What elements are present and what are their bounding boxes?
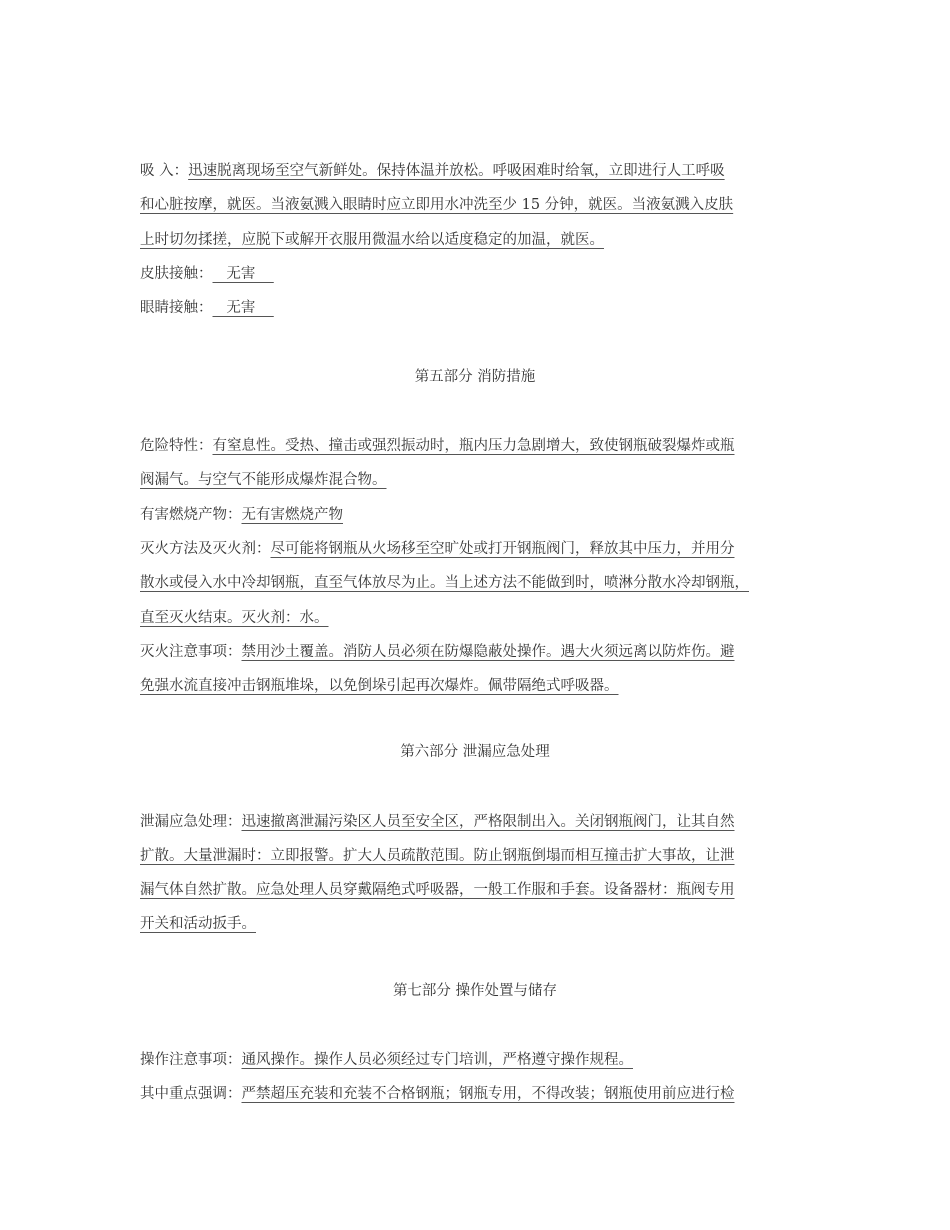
fire-notes-text-1: 禁用沙土覆盖。消防人员必须在防爆隐蔽处操作。遇大火须远离以防炸伤。避 <box>241 644 735 660</box>
extinguish-label: 灭火方法及灭火剂： <box>140 541 271 557</box>
operation-label: 操作注意事项： <box>140 1052 242 1068</box>
emphasis-line <box>140 1084 735 1104</box>
operation-value: 通风操作。操作人员必须经过专门培训，严格遵守操作规程。 <box>241 1052 633 1068</box>
combustion-line <box>140 505 343 525</box>
hazard-label: 危险特性： <box>140 438 213 454</box>
part6-heading: 第六部分 泄漏应急处理 <box>400 744 550 760</box>
inhalation-line-1 <box>140 161 725 181</box>
inhalation-line-2 <box>140 195 733 215</box>
skin-contact-value: 无害 <box>212 266 274 282</box>
part7-heading: 第七部分 操作处置与储存 <box>392 983 558 999</box>
inhalation-label: 吸 入： <box>140 163 189 179</box>
inhalation-text-1: 迅速脱离现场至空气新鲜处。保持体温并放松。呼吸困难时给氧，立即进行人工呼吸 <box>188 163 725 179</box>
fire-notes-text-2: 免强水流直接冲击钢瓶堆垛，以免倒垛引起再次爆炸。佩带隔绝式呼吸器。 <box>140 678 619 694</box>
inhalation-text-2: 和心脏按摩，就医。当液氨溅入眼睛时应立即用水冲洗至少 15 分钟，就医。当液氨溅入皮肤 <box>140 197 734 213</box>
operation-line <box>140 1050 633 1070</box>
part5-heading: 第五部分 消防措施 <box>414 369 536 385</box>
leak-text-3: 漏气体自然扩散。应急处理人员穿戴隔绝式呼吸器，一般工作服和手套。设备器材：瓶阀专用 <box>140 882 735 898</box>
fire-notes-line-1 <box>140 642 735 662</box>
emphasis-value: 严禁超压充装和充装不合格钢瓶；钢瓶专用，不得改装；钢瓶使用前应进行检 <box>241 1086 735 1102</box>
hazard-line-1 <box>140 436 735 456</box>
eye-contact-line <box>140 298 274 318</box>
eye-contact-value: 无害 <box>212 300 274 316</box>
extinguish-line-3 <box>140 608 329 628</box>
hazard-text-1: 有窒息性。受热、撞击或强烈振动时，瓶内压力急剧增大，致使钢瓶破裂爆炸或瓶 <box>212 438 735 454</box>
leak-text-1: 迅速撤离泄漏污染区人员至安全区，严格限制出入。关闭钢瓶阀门，让其自然 <box>241 814 735 830</box>
fire-notes-line-2 <box>140 676 619 696</box>
leak-line-1 <box>140 812 735 832</box>
fire-notes-label: 灭火注意事项： <box>140 644 242 660</box>
emphasis-label: 其中重点强调： <box>140 1086 242 1102</box>
skin-contact-line <box>140 264 274 284</box>
leak-text-4: 开关和活动扳手。 <box>140 916 256 932</box>
hazard-text-2: 阀漏气。与空气不能形成爆炸混合物。 <box>140 472 387 488</box>
extinguish-text-1: 尽可能将钢瓶从火场移至空旷处或打开钢瓶阀门，释放其中压力，并用分 <box>270 541 735 557</box>
combustion-value: 无有害燃烧产物 <box>241 507 343 523</box>
inhalation-text-3: 上时切勿揉搓，应脱下或解开衣服用微温水给以适度稳定的加温，就医。 <box>140 232 604 248</box>
extinguish-text-2: 散水或侵入水中冷却钢瓶，直至气体放尽为止。当上述方法不能做到时，喷淋分散水冷却钢瓶， <box>140 575 749 591</box>
leak-line-4 <box>140 914 256 934</box>
eye-contact-label: 眼睛接触： <box>140 300 213 316</box>
extinguish-line-2 <box>140 573 749 593</box>
extinguish-line-1 <box>140 539 735 559</box>
skin-contact-label: 皮肤接触： <box>140 266 213 282</box>
leak-line-2 <box>140 846 735 866</box>
leak-label: 泄漏应急处理： <box>140 814 242 830</box>
inhalation-line-3 <box>140 230 604 250</box>
hazard-line-2 <box>140 470 387 490</box>
combustion-label: 有害燃烧产物： <box>140 507 242 523</box>
leak-line-3 <box>140 880 735 900</box>
extinguish-text-3: 直至灭火结束。灭火剂：水。 <box>140 610 329 626</box>
leak-text-2: 扩散。大量泄漏时：立即报警。扩大人员疏散范围。防止钢瓶倒塌而相互撞击扩大事故，让泄 <box>140 848 735 864</box>
